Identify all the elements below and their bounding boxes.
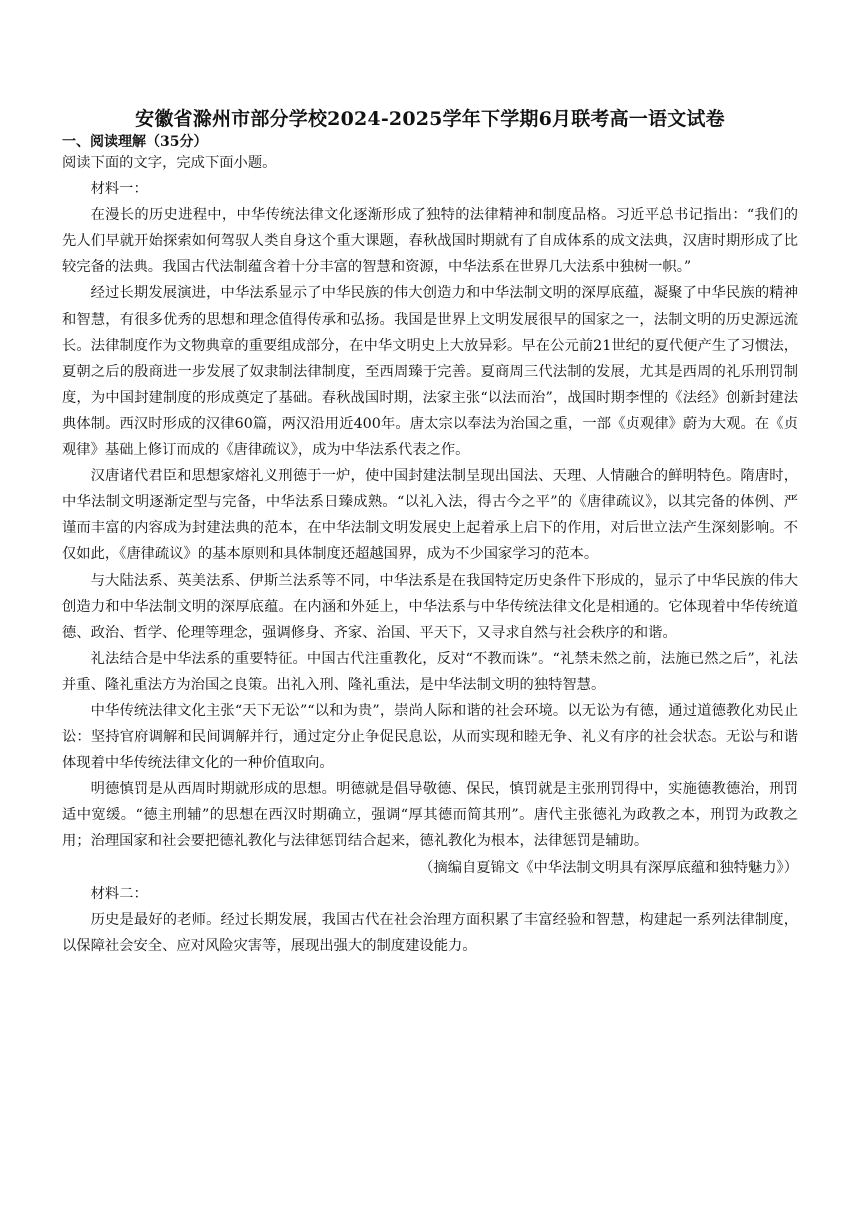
material-two-heading: 材料二： bbox=[90, 885, 148, 902]
exam-title: 安徽省滁州市部分学校2024-2025学年下学期6月联考高一语文试卷 bbox=[135, 108, 725, 130]
paragraph: 汉唐诸代君臣和思想家熔礼义刑德于一炉，使中国封建法制呈现出国法、天理、人情融合的鲜明特色。隋唐时，中华法制文明逐渐定型与完备，中华法系日臻成熟。“以礼入法，得古今之平”的《唐律疏议》，以其完备的体例、严谨而丰富的内容成为封建法典的范本，在中华法制文明发展史上起着承上启下的作用，对后世立法产生深刻影响。不仅如此，《唐律疏议》的基本原则和具体制度还超越国界，成为不少国家学习的范本。 bbox=[62, 468, 798, 563]
passage-body bbox=[62, 150, 798, 959]
paragraph: 中华传统法律文化主张“天下无讼”“以和为贵”，崇尚人际和谐的社会环境。以无讼为有德，通过道德教化劝民止讼：坚持官府调解和民间调解并行，通过定分止争促民息讼，从而实现和睦无争、礼义有序的社会状态。无讼与和谐体现着中华传统法律文化的一种价值取向。 bbox=[62, 702, 798, 772]
material-one-heading: 材料一： bbox=[90, 181, 148, 198]
section-heading: 一、阅读理解（35分） bbox=[62, 134, 208, 150]
paragraph: 礼法结合是中华法系的重要特征。中国古代注重教化，反对“不教而诛”。“礼禁未然之前，法施已然之后”，礼法并重、隆礼重法方为治国之良策。出礼入刑、隆礼重法，是中华法制文明的独特智慧。 bbox=[62, 650, 798, 693]
paragraph: 明德慎罚是从西周时期就形成的思想。明德就是倡导敬德、保民，慎罚就是主张刑罚得中，实施德教德治，刑罚适中宽缓。“德主刑辅”的思想在西汉时期确立，强调“厚其德而简其刑”。唐代主张德礼为政教之本，刑罚为政教之用；治理国家和社会要把德礼教化与法律惩罚结合起来，德礼教化为根本，法律惩罚是辅助。 bbox=[62, 781, 798, 850]
paragraph: 与大陆法系、英美法系、伊斯兰法系等不同，中华法系是在我国特定历史条件下形成的，显示了中华民族的伟大创造力和中华法制文明的深厚底蕴。在内涵和外延上，中华法系与中华传统法律文化是相通的。它体现着中华传统道德、政治、哲学、伦理等理念，强调修身、齐家、治国、平天下，又寻求自然与社会秩序的和谐。 bbox=[62, 572, 798, 641]
instruction-text: 阅读下面的文字，完成下面小题。 bbox=[62, 155, 277, 171]
material-one-source: （摘编自夏锦文《中华法制文明具有深厚底蕴和独特魅力》） bbox=[419, 859, 798, 876]
paragraph: 历史是最好的老师。经过长期发展，我国古代在社会治理方面积累了丰富经验和智慧，构建起一系列法律制度，以保障社会安全、应对风险灾害等，展现出强大的制度建设能力。 bbox=[62, 911, 798, 954]
paragraph: 经过长期发展演进，中华法系显示了中华民族的伟大创造力和中华法制文明的深厚底蕴，凝聚了中华民族的精神和智慧，有很多优秀的思想和理念值得传承和弘扬。我国是世界上文明发展很早的国家之一，法制文明的历史源远流长。法律制度作为文物典章的重要组成部分，在中华文明史上大放异彩。早在公元前21世纪的夏代便产生了习惯法，夏朝之后的殷商进一步发展了奴隶制法律制度，至西周臻于完善。夏商周三代法制的发展，尤其是西周的礼乐刑罚制度，为中国封建制度的形成奠定了基础。春秋战国时期，法家主张“以法而治”，战国时期李悝的《法经》创新封建法典体制。西汉时形成的汉律60篇，两汉沿用近400年。唐太宗以奉法为治国之重，一部《贞观律》蔚为大观。在《贞观律》基础上修订而成的《唐律疏议》，成为中华法系代表之作。 bbox=[62, 285, 798, 459]
paragraph: 在漫长的历史进程中，中华传统法律文化逐渐形成了独特的法律精神和制度品格。习近平总书记指出：“我们的先人们早就开始探索如何驾驭人类自身这个重大课题，春秋战国时期就有了自成体系的成文法典，汉唐时期形成了比较完备的法典。我国古代法制蕴含着十分丰富的智慧和资源，中华法系在世界几大法系中独树一帜。” bbox=[62, 207, 798, 276]
